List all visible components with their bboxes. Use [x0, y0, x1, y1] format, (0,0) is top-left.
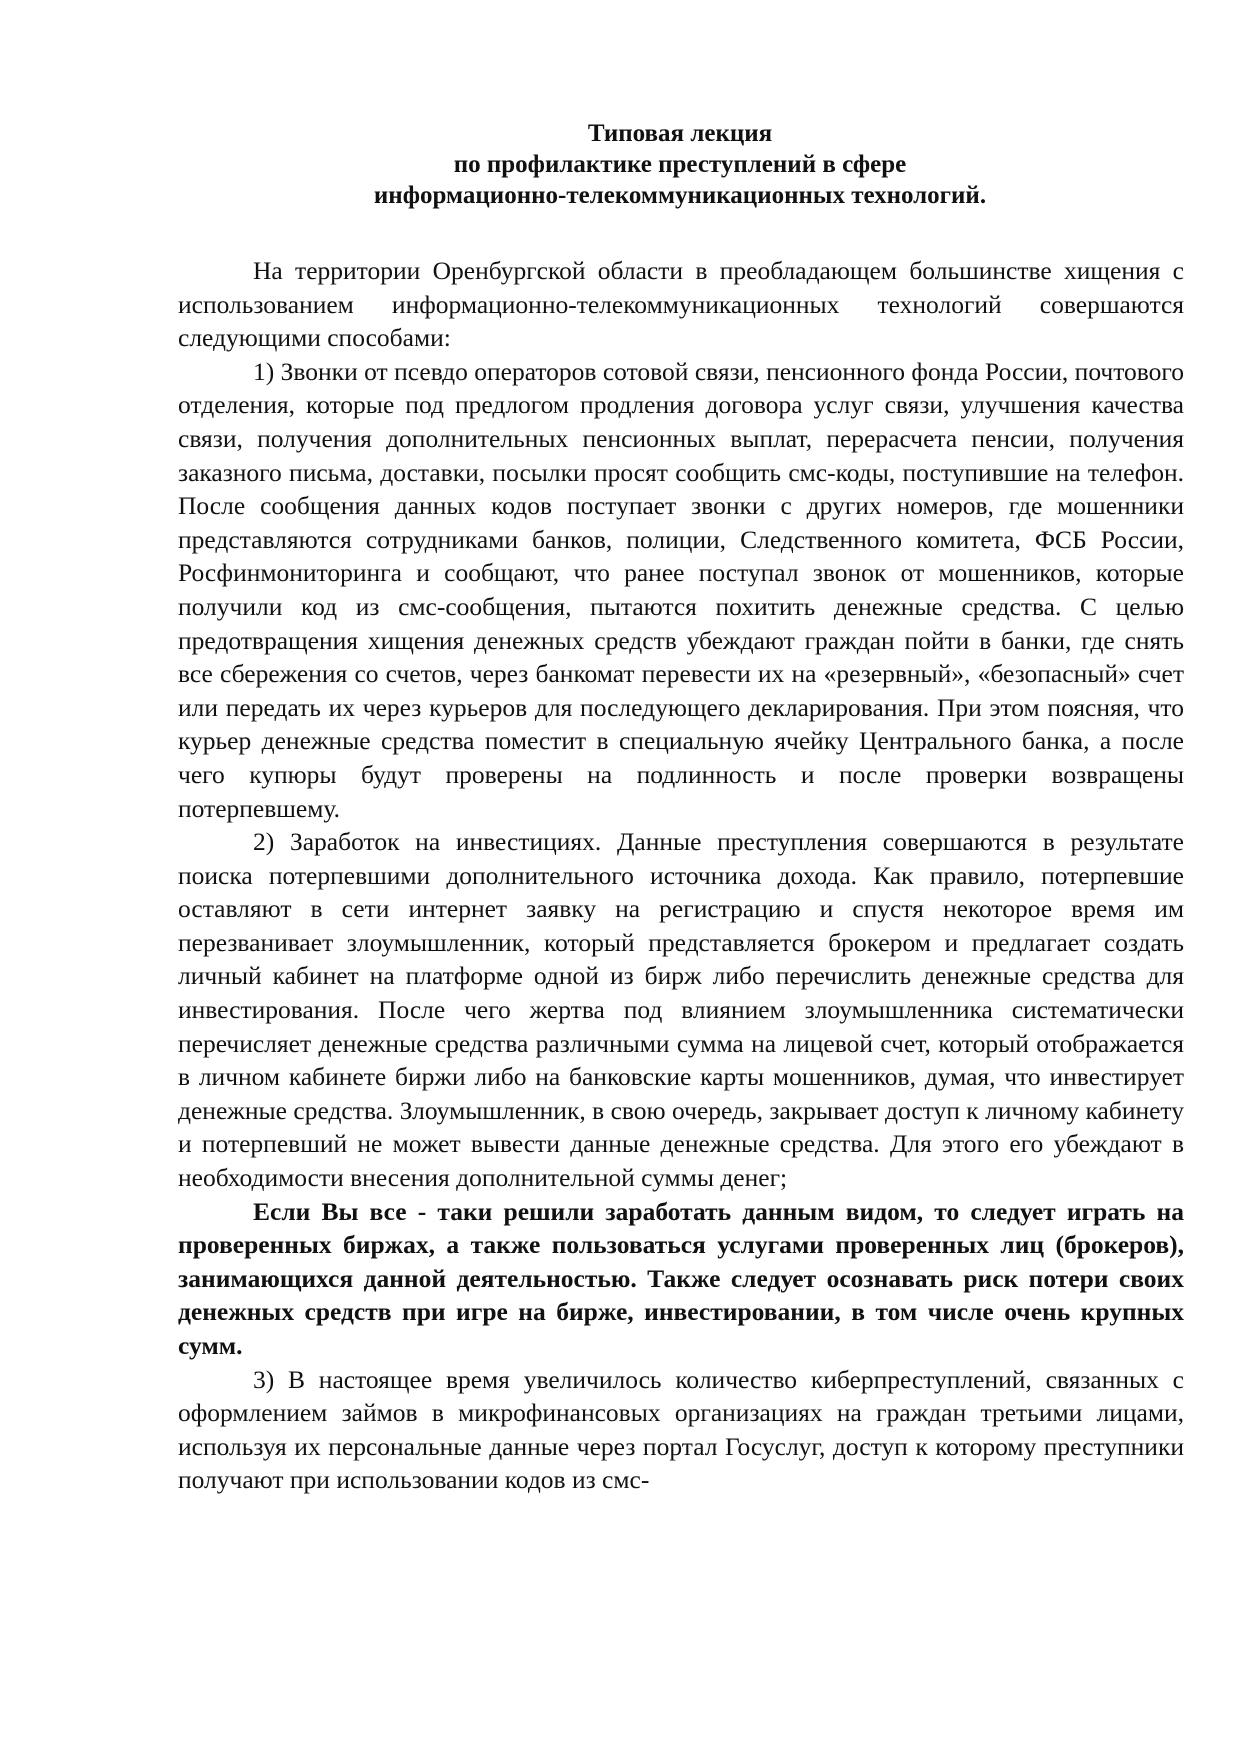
paragraph-intro: На территории Оренбургской области в преобладающем большинстве хищения с использованием информационно-телекоммуникационных технологий совершаются следующими способами: — [178, 256, 1184, 353]
paragraph-method-1: 1) Звонки от псевдо операторов сотовой связи, пенсионного фонда России, почтового отделения, которые под предлогом продления договора услуг связи, улучшения качества связи, получения дополнительных пенсионных выплат, перерасчета пенсии, получения заказного письма, доставки, посылки просят сообщить смс-коды, поступившие на телефон. После сообщения данных кодов поступает звонки с других номеров, где мошенники представляются сотрудниками банков, полиции, Следственного комитета, ФСБ России, Росфинмониторинга и сообщают, что ранее поступал звонок от мошенников, которые получили код из смс-сообщения, пытаются похитить денежные средства. С целью предотвращения хищения денежных средств убеждают граждан пойти в банки, где снять все сбережения со счетов, через банкомат перевести их на «резервный», «безопасный» счет или передать их через курьеров для последующего декларирования. При этом поясняя, что курьер денежные средства поместит в специальную ячейку Центрального банка, а после чего купюры будут проверены на подлинность и после проверки возвращены потерпевшему. — [178, 356, 1184, 823]
document-title — [0, 118, 1241, 211]
paragraph-warning: Если Вы все - таки решили заработать данным видом, то следует играть на проверенных биржах, а также пользоваться услугами проверенных лиц (брокеров), занимающихся данной деятельностью. Также следует осознавать риск потери своих денежных средств при игре на бирже, инвестировании, в том числе очень крупных сумм. — [178, 1196, 1184, 1360]
paragraph-method-2: 2) Заработок на инвестициях. Данные преступления совершаются в результате поиска потерпевшими дополнительного источника дохода. Как правило, потерпевшие оставляют в сети интернет заявку на регистрацию и спустя некоторое время им перезванивает злоумышленник, который представляется брокером и предлагает создать личный кабинет на платформе одной из бирж либо перечислить денежные средства для инвестирования. После чего жертва под влиянием злоумышленника систематически перечисляет денежные средства различными сумма на лицевой счет, который отображается в личном кабинете биржи либо на банковские карты мошенников, думая, что инвестирует денежные средства. Злоумышленник, в свою очередь, закрывает доступ к личному кабинету и потерпевший не может вывести данные денежные средства. Для этого его убеждают в необходимости внесения дополнительной суммы денег; — [178, 827, 1184, 1193]
document-body — [178, 254, 1184, 1497]
title-line-1: Типовая лекция — [587, 120, 773, 147]
title-line-3: информационно-телекоммуникационных технологий. — [373, 182, 987, 209]
title-line-2: по профилактике преступлений в сфере — [453, 151, 907, 178]
paragraph-method-3: 3) В настоящее время увеличилось количество киберпреступлений, связанных с оформлением займов в микрофинансовых организациях на граждан третьими лицами, используя их персональные данные через портал Госуслуг, доступ к которому преступники получают при использовании кодов из смс- — [178, 1364, 1184, 1495]
